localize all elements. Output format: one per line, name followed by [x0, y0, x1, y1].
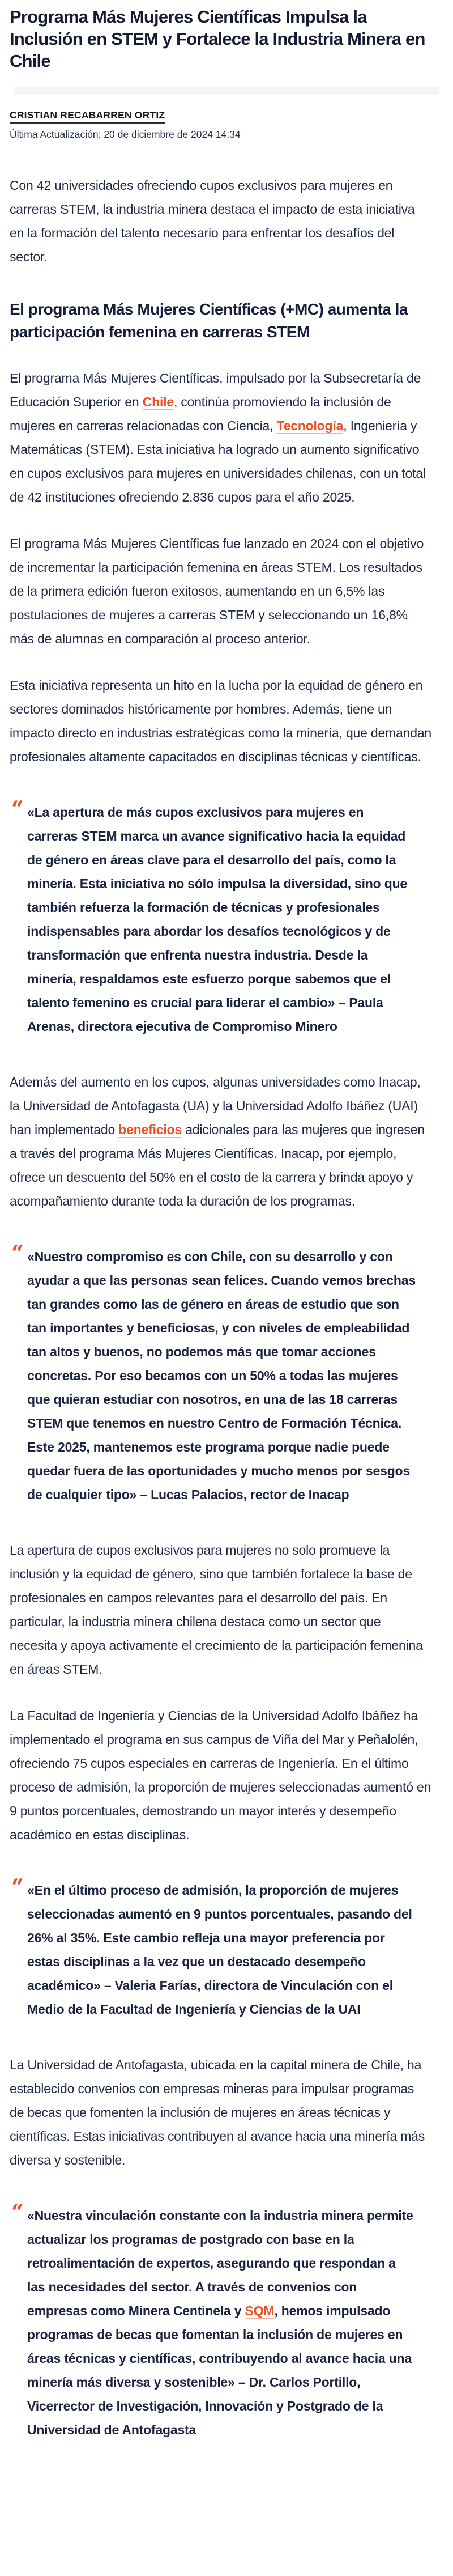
text-run: «Nuestra vinculación constante con la industria minera permite actualizar los programas de postgrado con base en la retroalimentación de expertos, asegurando que respondan a las necesidades del sector. A través de convenios con empresas como Minera Centinela y [27, 2208, 413, 2318]
lead-paragraph [10, 173, 431, 269]
inline-link-beneficios[interactable]: beneficios [118, 1122, 182, 1137]
quote-icon: “ [11, 796, 24, 821]
quote-icon: “ [11, 1874, 24, 1899]
last-updated-text: Última Actualización: 20 de diciembre de 2024 14:34 [10, 129, 241, 140]
text-run: «La apertura de más cupos exclusivos para mujeres en carreras STEM marca un avance significativo hacia la equidad de género en áreas clave para el desarrollo del país, como la minería. Esta iniciativa no sólo impulsa la diversidad, sino que también refuerza la formación de técnicas y profesionales indispensables para abordar los desafíos tecnológicos y de transformación que enfrenta nuestra industria. Desde la minería, respaldamos este esfuerzo porque sabemos que el talento femenino es crucial para liderar el cambio» – Paula Arenas, directora ejecutiva de Compromiso Minero [27, 805, 408, 1034]
quote-icon: “ [11, 2199, 24, 2225]
text-run: «Nuestro compromiso es con Chile, con su desarrollo y con ayudar a que las personas sean felices. Cuando vemos brechas tan grandes como las de género en áreas de estudio que son tan importantes y beneficiosas, y con niveles de empleabilidad tan altos y buenos, no podemos más que tomar acciones concretas. Por eso becamos con un 50% a todas las mujeres que quieran estudiar con nosotros, en una de las 18 carreras STEM que tenemos en nuestro Centro de Formación Técnica. Este 2025, mantenemos este programa porque nadie puede quedar fuera de las oportunidades y mucho menos por sesgos de cualquier tipo» – Lucas Palacios, rector de Inacap [27, 1249, 416, 1502]
inline-link-sqm[interactable]: SQM [245, 2303, 275, 2318]
text-run: Con 42 universidades ofreciendo cupos exclusivos para mujeres en carreras STEM, la industria minera destaca el impacto de esta iniciativa en la formación del talento necesario para enfrentar los desafíos del sector. [10, 178, 415, 264]
quote-lucas-palacios [10, 1240, 431, 1506]
author-link[interactable]: CRISTIAN RECABARREN ORTIZ [10, 109, 165, 124]
text-run: , continúa promoviendo la inclusión de mujeres en carreras relacionadas con Ciencia, [10, 394, 391, 433]
text-run: Esta iniciativa representa un hito en la lucha por la equidad de género en sectores dominados históricamente por hombres. Además, tiene un impacto directo en industrias estratégicas como la minería, que demandan profesionales altamente capacitados en disciplinas técnicas y científicas. [10, 678, 432, 764]
inline-link-chile[interactable]: Chile [142, 394, 174, 409]
paragraph-program-overview [10, 366, 431, 509]
paragraph-launch-results [10, 532, 431, 651]
section-heading: El programa Más Mujeres Científicas (+MC) aumenta la participación femenina en carreras STEM [10, 300, 408, 341]
quote-valeria-farias [10, 1874, 431, 2021]
article-title: Programa Más Mujeres Científicas Impulsa la Inclusión en STEM y Fortalece la Industria Minera en Chile [10, 7, 425, 71]
quote-paula-arenas [10, 796, 431, 1038]
quote-text-lucas-palacios [27, 1245, 431, 1506]
paragraph-exclusive-quotas [10, 1538, 431, 1681]
text-run: «En el último proceso de admisión, la proporción de mujeres seleccionadas aumentó en 9 puntos porcentuales, pasando del 26% al 35%. Este cambio refleja una mayor preferencia por estas disciplinas a la vez que un destacado desempeño académico» – Valeria Farías, directora de Vinculación con el Medio de la Facultad de Ingeniería y Ciencias de la UAI [27, 1883, 412, 2017]
inline-link-tecnología[interactable]: Tecnología [276, 418, 344, 433]
quote-text-paula-arenas [27, 800, 431, 1038]
paragraph-uai-faculty [10, 1704, 431, 1847]
quote-icon: “ [11, 1240, 24, 1266]
byline [10, 109, 431, 141]
text-run: adicionales para las mujeres que ingresen a través del programa Más Mujeres Científicas. Inacap, por ejemplo, ofrece un descuento del 50% en el costo de la carrera y brinda apoyo y acompañamiento durante toda la duración de los programas. [10, 1122, 425, 1208]
article-page [0, 6, 453, 2507]
text-run: La apertura de cupos exclusivos para mujeres no solo promueve la inclusión y la equidad de género, sino que también fortalece la base de profesionales en campos relevantes para el desarrollo del país. En particular, la industria minera chilena destaca como un sector que necesita y apoya activamente el crecimiento de la participación femenina en áreas STEM. [10, 1543, 423, 1677]
divider-bar [14, 87, 439, 95]
text-run: , Ingeniería y Matemáticas (STEM). Esta iniciativa ha logrado un aumento significativo en cupos exclusivos para mujeres en universidades chilenas, con un total de 42 instituciones ofreciendo 2.836 cupos para el año 2025. [10, 418, 426, 504]
text-run: Además del aumento en los cupos, algunas universidades como Inacap, la Universidad de Antofagasta (UA) y la Universidad Adolfo Ibáñez (UAI) han implementado [10, 1075, 421, 1137]
quote-carlos-portillo [10, 2199, 431, 2442]
quote-text-carlos-portillo [27, 2204, 431, 2442]
paragraph-gender-equity [10, 673, 431, 769]
text-run: El programa Más Mujeres Científicas, impulsado por la Subsecretaría de Educación Superior en [10, 371, 421, 409]
text-run: La Facultad de Ingeniería y Ciencias de la Universidad Adolfo Ibáñez ha implementado el programa en sus campus de Viña del Mar y Peñalolén, ofreciendo 75 cupos especiales en carreras de Ingeniería. En el último proceso de admisión, la proporción de mujeres seleccionadas aumentó en 9 puntos porcentuales, demostrando un mayor interés y desempeño académico en estas disciplinas. [10, 1708, 431, 1842]
quote-text-valeria-farias [27, 1878, 431, 2021]
text-run: La Universidad de Antofagasta, ubicada en la capital minera de Chile, ha establecido convenios con empresas mineras para impulsar programas de becas que fomenten la inclusión de mujeres en áreas técnicas y científicas. Estas iniciativas contribuyen al avance hacia una minería más diversa y sostenible. [10, 2057, 425, 2167]
paragraph-universidad-antofagasta [10, 2053, 431, 2172]
paragraph-university-benefits [10, 1070, 431, 1213]
text-run: El programa Más Mujeres Científicas fue lanzado en 2024 con el objetivo de incrementar la participación femenina en áreas STEM. Los resultados de la primera edición fueron exitosos, aumentando en un 6,5% las postulaciones de mujeres a carreras STEM y seleccionando un 16,8% más de alumnas en comparación al proceso anterior. [10, 536, 424, 646]
text-run: , hemos impulsado programas de becas que fomentan la inclusión de mujeres en áreas técnicas y científicas, contribuyendo al avance hacia una minería más diversa y sostenible» – Dr. Carlos Portillo, Vicerrector de Investigación, Innovación y Postgrado de la Universidad de Antofagasta [27, 2303, 412, 2437]
